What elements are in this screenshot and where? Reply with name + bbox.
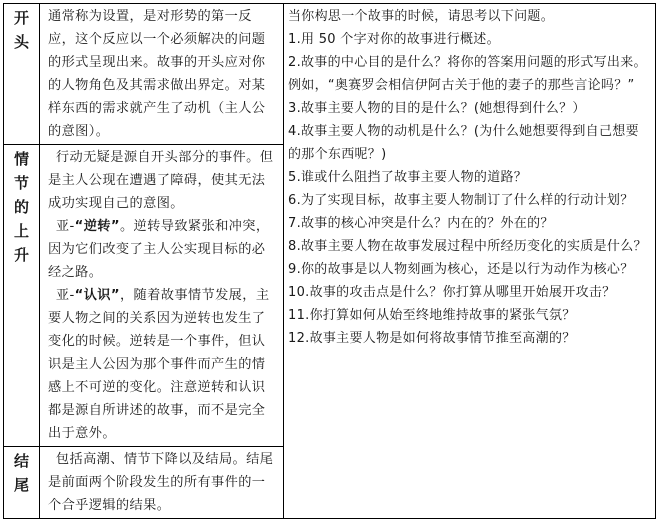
ending-description bbox=[40, 447, 284, 519]
questions-intro: 当你构思一个故事的时候，请思考以下问题。 bbox=[288, 9, 555, 24]
stage-label-opening bbox=[4, 4, 40, 145]
stage-char: 的 bbox=[13, 198, 29, 216]
stage-char: 尾 bbox=[13, 476, 29, 494]
question-item: 6.为了实现目标，故事主要人物制订了什么样的行动计划？ bbox=[288, 193, 634, 208]
stage-char: 结 bbox=[13, 452, 29, 470]
recognition-term: “认识” bbox=[74, 288, 120, 303]
recognition-text: ，随着故事情节发展，主要人物之间的关系因为逆转也发生了变化的时候。逆转是一个事件，但认识是主人公因为那个事件而产生的情感上不可逆的变化。注意逆转和认识都是源自所讲述的故事，而不是完全出于意外。 bbox=[48, 288, 270, 441]
stage-char: 情 bbox=[13, 150, 29, 168]
stage-char: 头 bbox=[13, 33, 29, 51]
question-item: 9.你的故事是以人物刻画为核心，还是以行为动作为核心？ bbox=[288, 262, 634, 277]
stage-char: 上 bbox=[13, 222, 29, 240]
rising-action-text: 行动无疑是源自开头部分的事件。但是主人公现在遭遇了障碍，使其无法成功实现自己的意图。 bbox=[48, 150, 274, 211]
stage-label-ending bbox=[4, 447, 40, 519]
question-item: 3.故事主要人物的目的是什么？(她想得到什么？） bbox=[288, 101, 586, 116]
ending-text: 包括高潮、情节下降以及结局。结尾是前面两个阶段发生的所有事件的一个合乎逻辑的结果。 bbox=[48, 452, 274, 513]
stage-char: 节 bbox=[13, 174, 29, 192]
sub-prefix: 亚- bbox=[55, 219, 75, 234]
question-item: 1.用 50 个字对你的故事进行概述。 bbox=[288, 32, 500, 47]
stage-char: 开 bbox=[13, 9, 29, 27]
stage-label-rising-action bbox=[4, 145, 40, 447]
question-item: 12.故事主要人物是如何将故事情节推至高潮的？ bbox=[288, 331, 576, 346]
opening-description bbox=[40, 4, 284, 145]
question-item: 4.故事主要人物的动机是什么？(为什么她想要得到自己想要的那个东西呢？) bbox=[288, 124, 639, 162]
rising-action-description bbox=[40, 145, 284, 447]
question-item: 5.谁或什么阻挡了故事主要人物的道路？ bbox=[288, 170, 528, 185]
question-item: 10.故事的攻击点是什么？你打算从哪里开始展开攻击？ bbox=[288, 285, 616, 300]
question-item: 11.你打算如何从始至终地维持故事的紧张气氛？ bbox=[288, 308, 576, 323]
question-item: 2.故事的中心目的是什么？将你的答案用问题的形式写出来。例如，“奥赛罗会相信伊阿古关于他的妻子的那些言论吗？” bbox=[288, 55, 647, 93]
story-structure-table bbox=[3, 3, 656, 519]
recognition-paragraph bbox=[48, 284, 277, 445]
reversal-paragraph bbox=[48, 215, 277, 284]
reversal-term: “逆转” bbox=[74, 219, 120, 234]
questions-cell bbox=[284, 4, 656, 519]
question-item: 7.故事的核心冲突是什么？内在的？外在的？ bbox=[288, 216, 554, 231]
reversal-text: 。逆转导致紧张和冲突，因为它们改变了主人公实现目标的必经之路。 bbox=[48, 219, 270, 280]
stage-char: 升 bbox=[13, 246, 29, 264]
question-item: 8.故事主要人物在故事发展过程中所经历变化的实质是什么？ bbox=[288, 239, 647, 254]
sub-prefix: 亚- bbox=[55, 288, 75, 303]
opening-text: 通常称为设置，是对形势的第一反应，这个反应以一个必须解决的问题的形式呈现出来。故事的开头应对你的人物角色及其需求做出界定。对某样东西的需求就产生了动机（主人公的意图）。 bbox=[48, 9, 266, 139]
